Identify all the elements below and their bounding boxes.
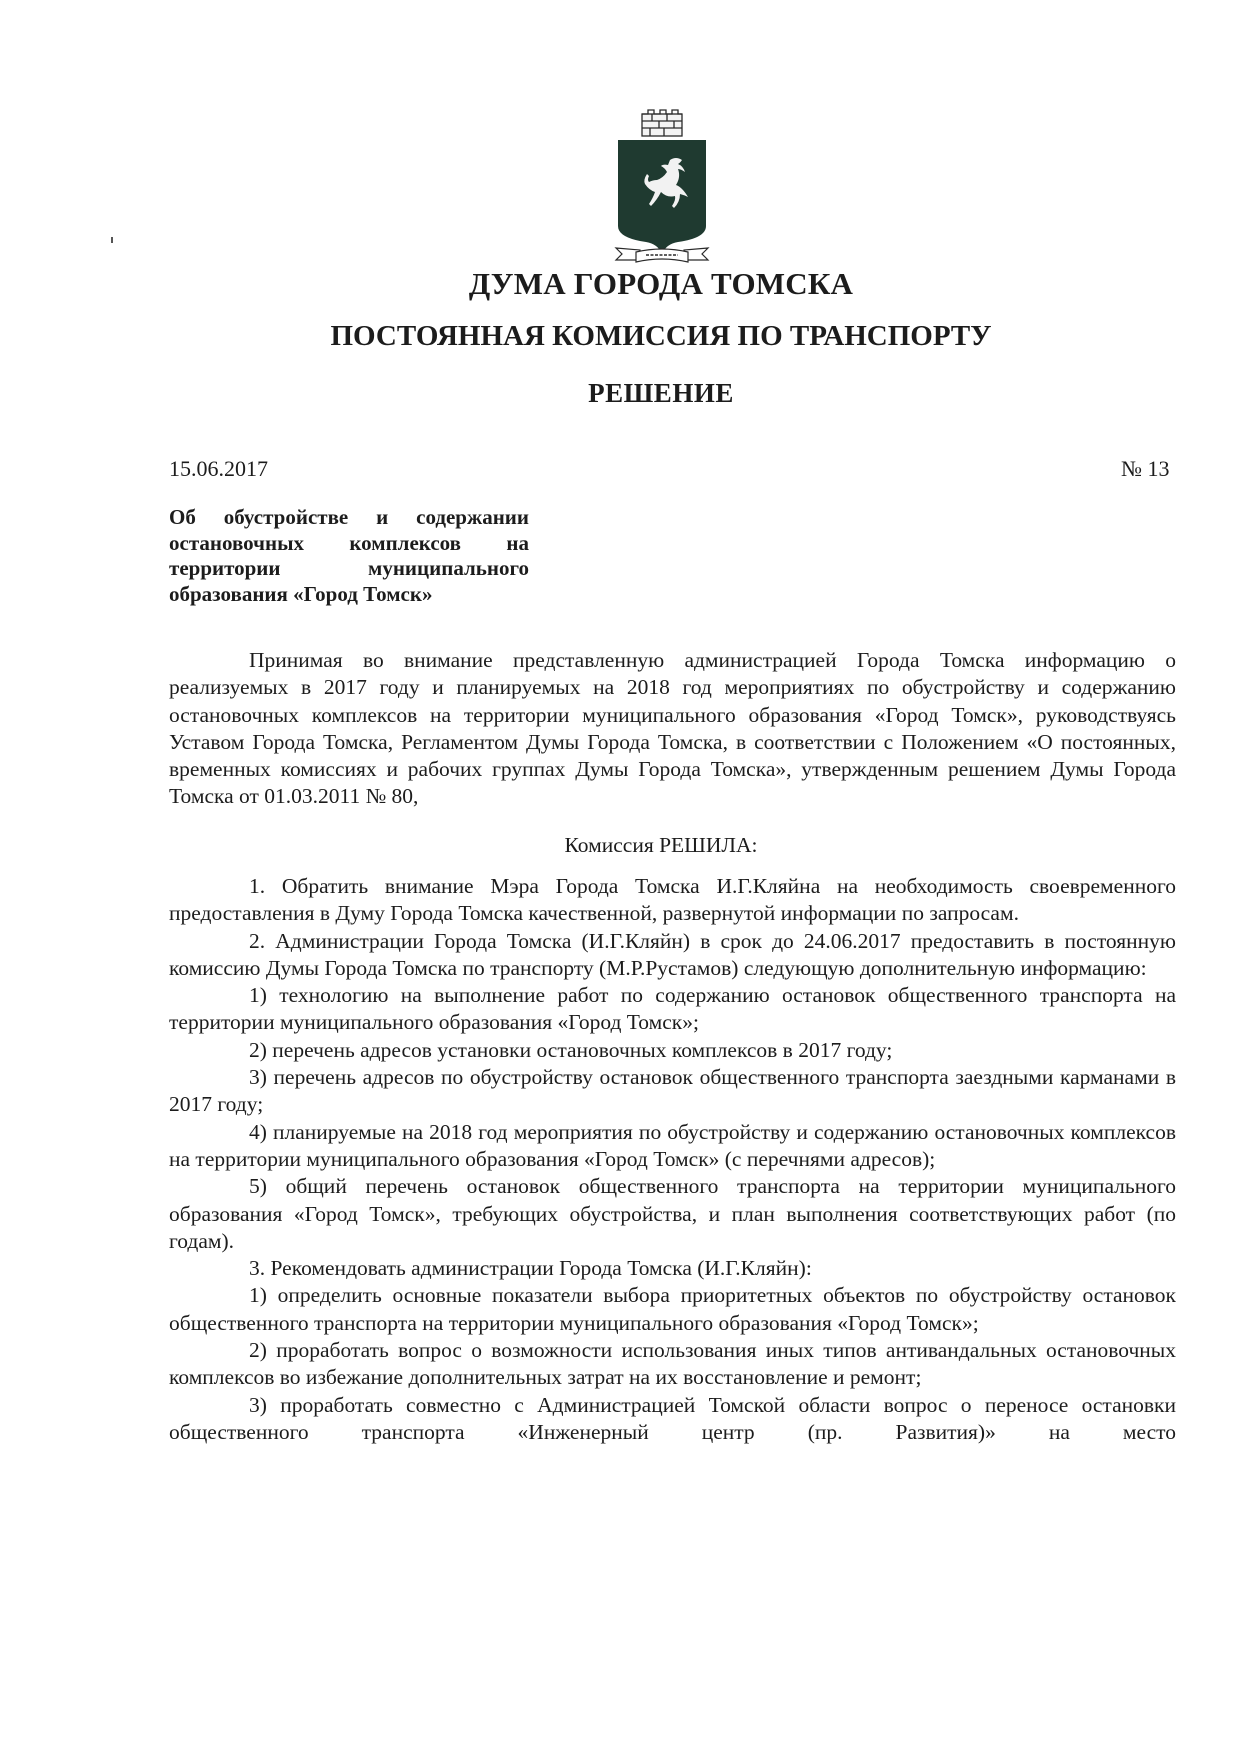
document-number: № 13 <box>1121 456 1170 481</box>
tomsk-coat-of-arms-icon <box>612 108 712 266</box>
decision-item: 3. Рекомендовать администрации Города Томска (И.Г.Кляйн): <box>249 1256 812 1281</box>
sub-item: 3) перечень адресов по обустройству остановок общественного транспорта заездными карманами в 2017 году; <box>169 1065 1176 1117</box>
commission-title: ПОСТОЯННАЯ КОМИССИЯ ПО ТРАНСПОРТУ <box>330 320 992 352</box>
sub-item: 1) определить основные показатели выбора приоритетных объектов по обустройству остановок общественного транспорта на территории муниципального образования «Город Томск»; <box>169 1283 1176 1335</box>
preamble-section <box>169 647 1176 811</box>
decision-items-list <box>169 873 1176 1446</box>
preamble-paragraph: Принимая во внимание представленную администрацией Города Томска информацию о реализуемых в 2017 году и планируемых на 2018 год мероприятиях по обустройству и содержанию остановочных комплексов на территории муниципального образования «Город Томск», руководствуясь Уставом Города Томска, Регламентом Думы Города Томска, в соответствии с Положением «О постоянных, временных комиссиях и рабочих группах Думы Города Томска», утвержденным решением Думы Города Томска от 01.03.2011 № 80, <box>169 648 1176 809</box>
decision-item: 2. Администрации Города Томска (И.Г.Кляйн) в срок до 24.06.2017 предоставить в постоянную комиссию Думы Города Томска по транспорту (М.Р.Рустамов) следующую дополнительную информацию: <box>169 928 1176 980</box>
document-date: 15.06.2017 <box>169 456 268 481</box>
sub-item: 1) технологию на выполнение работ по содержанию остановок общественного транспорта на территории муниципального образования «Город Томск»; <box>169 983 1176 1035</box>
sub-item: 3) проработать совместно с Администрацией Томской области вопрос о переносе остановки общественного транспорта «Инженерный центр (пр. Развития)» на место <box>169 1392 1176 1444</box>
document-type-heading: РЕШЕНИЕ <box>588 378 734 408</box>
sub-item: 5) общий перечень остановок общественного транспорта на территории муниципального образования «Город Томск», требующих обустройства, и план выполнения соответствующих работ (по годам). <box>169 1174 1176 1253</box>
scan-artifact <box>111 237 113 243</box>
sub-item: 2) перечень адресов установки остановочных комплексов в 2017 году; <box>249 1037 893 1062</box>
decision-item: 1. Обратить внимание Мэра Города Томска И.Г.Кляйна на необходимость своевременного предоставления в Думу Города Томска качественной, развернутой информации по запросам. <box>169 874 1176 926</box>
document-subject: Об обустройстве и содержании остановочных комплексов на территории муниципального образования «Город Томск» <box>169 505 529 606</box>
shield-icon <box>618 140 706 254</box>
organization-title: ДУМА ГОРОДА ТОМСКА <box>468 266 854 301</box>
sub-item: 4) планируемые на 2018 год мероприятия по обустройству и содержанию остановочных комплексов на территории муниципального образования «Город Томск» (с перечнями адресов); <box>169 1119 1176 1171</box>
ribbon-icon <box>616 248 708 262</box>
decision-label: Комиссия РЕШИЛА: <box>564 833 758 857</box>
crown-icon <box>642 110 682 136</box>
sub-item: 2) проработать вопрос о возможности использования иных типов антивандальных остановочных комплексов во избежание дополнительных затрат на их восстановление и ремонт; <box>169 1338 1176 1390</box>
